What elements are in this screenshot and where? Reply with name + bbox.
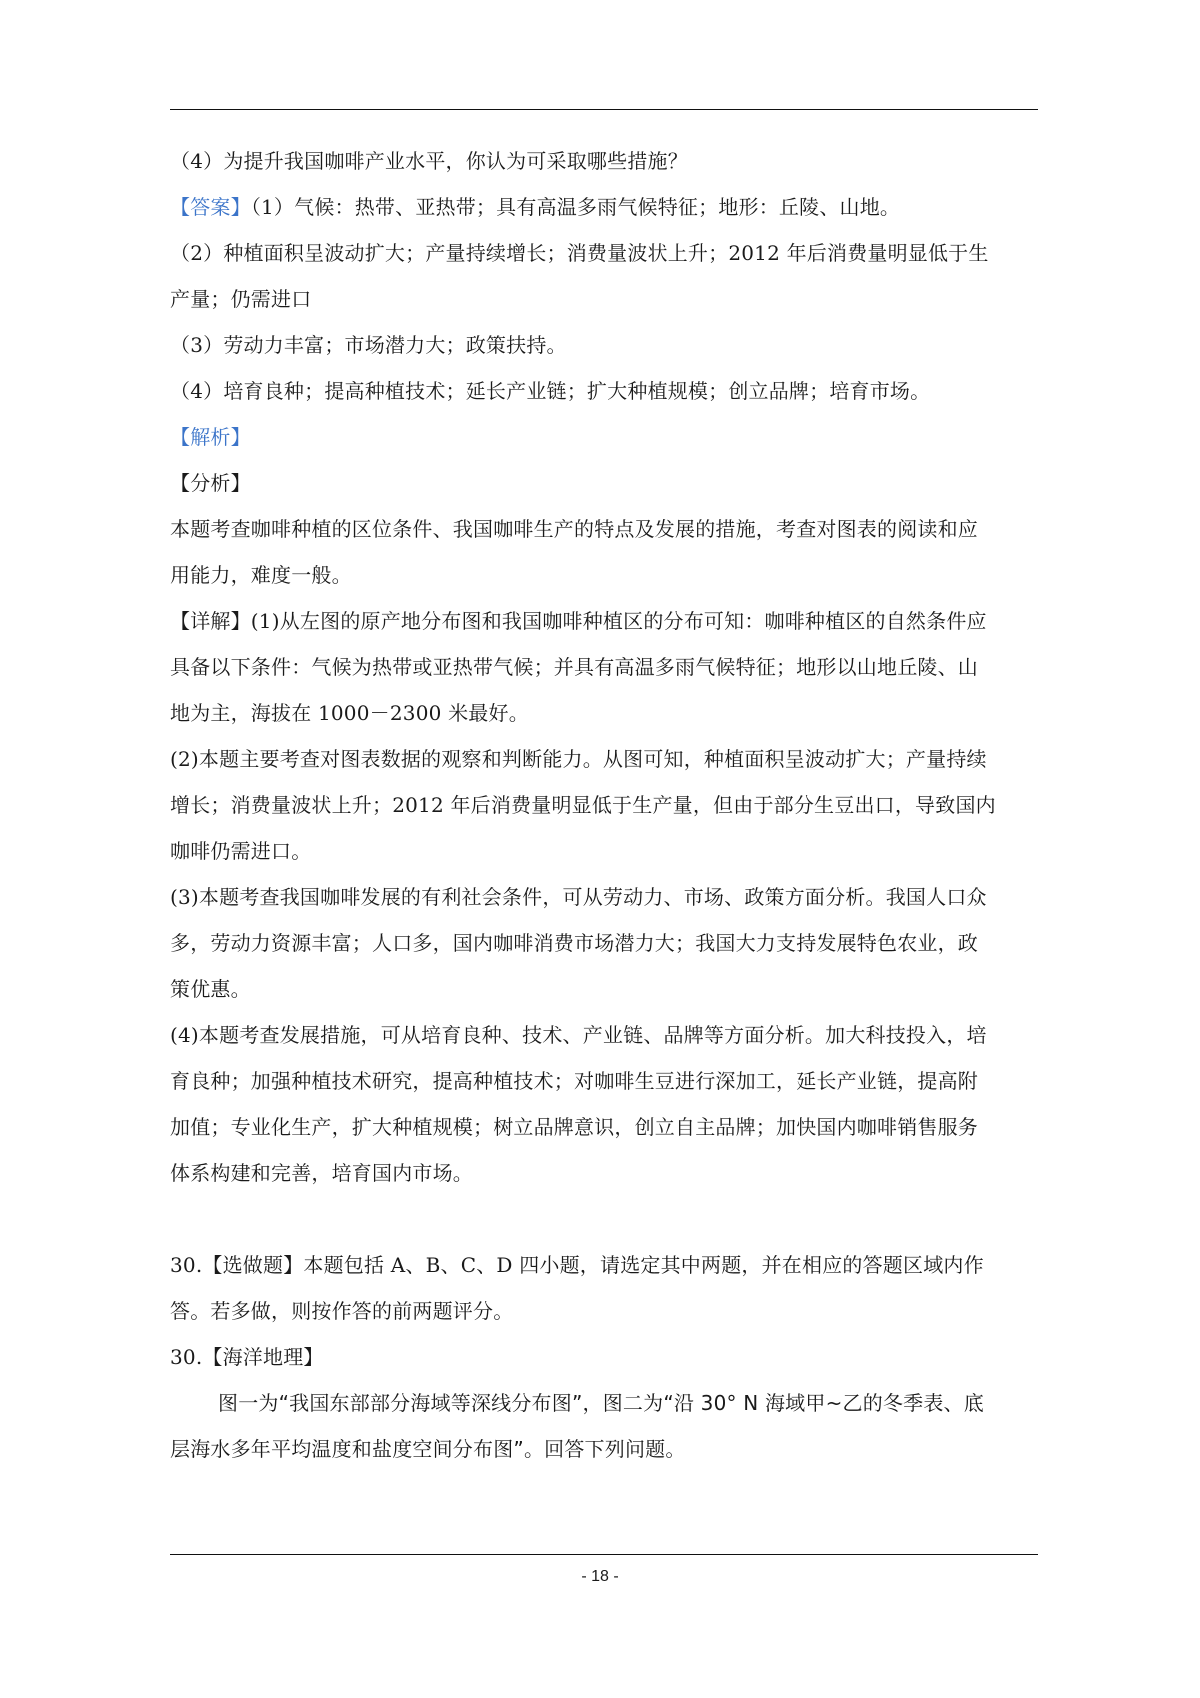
fenxi-tag: 【分析】 bbox=[170, 471, 251, 495]
header-rule bbox=[170, 109, 1038, 110]
answer-4: （4）培育良种；提高种植技术；延长产业链；扩大种植规模；创立品牌；培育市场。 bbox=[170, 379, 931, 403]
detail-line-8: 多，劳动力资源丰富；人口多，国内咖啡消费市场潜力大；我国大力支持发展特色农业，政 bbox=[170, 931, 978, 955]
detail-line-9: 策优惠。 bbox=[170, 977, 251, 1001]
document-body bbox=[170, 138, 1038, 1472]
detail-line-3: 地为主，海拔在 1000－2300 米最好。 bbox=[170, 701, 529, 725]
q30-intro-1: 图一为“我国东部部分海域等深线分布图”，图二为“沿 30° N 海域甲~乙的冬季表、底 bbox=[218, 1391, 984, 1415]
detail-line-10: (4)本题考查发展措施，可从培育良种、技术、产业链、品牌等方面分析。加大科技投入，培 bbox=[170, 1023, 987, 1047]
detail-line-7: (3)本题考查我国咖啡发展的有利社会条件，可从劳动力、市场、政策方面分析。我国人口众 bbox=[170, 885, 987, 909]
fenxi-line-2: 用能力，难度一般。 bbox=[170, 563, 352, 587]
paragraph-gap bbox=[170, 1196, 1038, 1242]
q30-line-2: 答。若多做，则按作答的前两题评分。 bbox=[170, 1299, 514, 1323]
q30-section-title: 30.【海洋地理】 bbox=[170, 1345, 324, 1369]
detail-line-12: 加值；专业化生产，扩大种植规模；树立品牌意识，创立自主品牌；加快国内咖啡销售服务 bbox=[170, 1115, 978, 1139]
detail-line-5: 增长；消费量波状上升；2012 年后消费量明显低于生产量，但由于部分生豆出口，导致国内 bbox=[170, 793, 996, 817]
detail-line-11: 育良种；加强种植技术研究，提高种植技术；对咖啡生豆进行深加工，延长产业链，提高附 bbox=[170, 1069, 978, 1093]
detail-line-6: 咖啡仍需进口。 bbox=[170, 839, 312, 863]
fenxi-line-1: 本题考查咖啡种植的区位条件、我国咖啡生产的特点及发展的措施，考查对图表的阅读和应 bbox=[170, 517, 978, 541]
detail-line-13: 体系构建和完善，培育国内市场。 bbox=[170, 1161, 473, 1185]
detail-line-4: (2)本题主要考查对图表数据的观察和判断能力。从图可知，种植面积呈波动扩大；产量持续 bbox=[170, 747, 987, 771]
analysis-tag: 【解析】 bbox=[170, 425, 251, 449]
answer-2a: （2）种植面积呈波动扩大；产量持续增长；消费量波状上升；2012 年后消费量明显低于生 bbox=[170, 241, 989, 265]
footer-rule bbox=[170, 1554, 1038, 1555]
q4-question: （4）为提升我国咖啡产业水平，你认为可采取哪些措施？ bbox=[170, 149, 688, 173]
answer-3: （3）劳动力丰富；市场潜力大；政策扶持。 bbox=[170, 333, 567, 357]
q30-intro-2: 层海水多年平均温度和盐度空间分布图”。回答下列问题。 bbox=[170, 1437, 686, 1461]
q30-line-1: 30.【选做题】本题包括 A、B、C、D 四小题，请选定其中两题，并在相应的答题区域内作 bbox=[170, 1253, 984, 1277]
page-number: - 18 - bbox=[581, 1568, 619, 1585]
detail-line-1: 【详解】(1)从左图的原产地分布图和我国咖啡种植区的分布可知：咖啡种植区的自然条件应 bbox=[170, 609, 987, 633]
answer-1: （1）气候：热带、亚热带；具有高温多雨气候特征；地形：丘陵、山地。 bbox=[250, 195, 901, 219]
answer-2b: 产量；仍需进口 bbox=[170, 287, 312, 311]
detail-line-2: 具备以下条件：气候为热带或亚热带气候；并具有高温多雨气候特征；地形以山地丘陵、山 bbox=[170, 655, 978, 679]
answer-line-1 bbox=[170, 184, 1038, 230]
answer-tag: 【答案】 bbox=[170, 195, 251, 219]
